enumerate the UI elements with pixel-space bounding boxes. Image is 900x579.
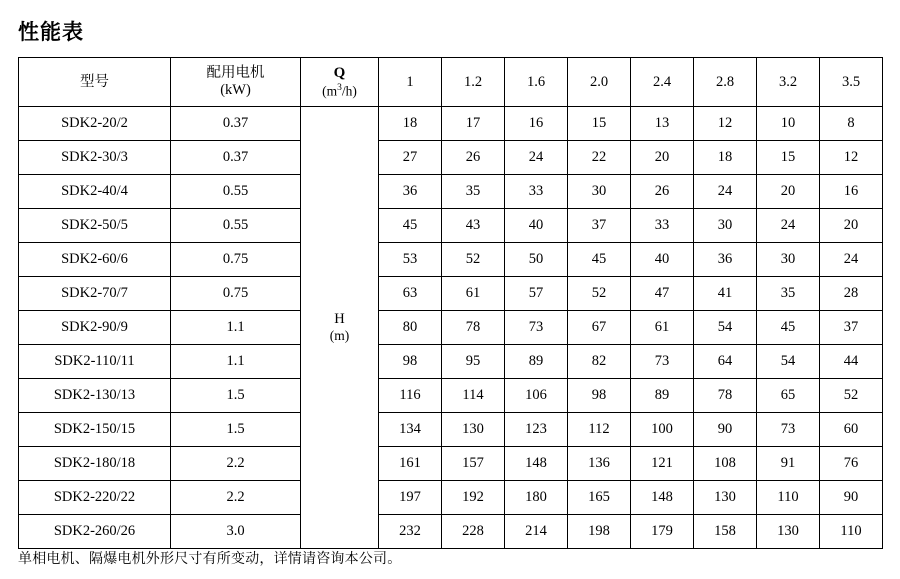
table-row — [19, 379, 883, 413]
cell-model: SDK2-20/2 — [19, 107, 171, 141]
cell-value: 20 — [757, 175, 820, 209]
cell-value: 90 — [820, 481, 883, 515]
cell-value: 24 — [820, 243, 883, 277]
cell-model: SDK2-260/26 — [19, 515, 171, 549]
cell-value: 100 — [631, 413, 694, 447]
header-flow-6: 2.8 — [694, 58, 757, 107]
cell-motor: 2.2 — [171, 481, 301, 515]
cell-value: 63 — [379, 277, 442, 311]
cell-motor: 0.55 — [171, 175, 301, 209]
cell-value: 37 — [820, 311, 883, 345]
cell-model: SDK2-130/13 — [19, 379, 171, 413]
cell-value: 26 — [631, 175, 694, 209]
cell-model: SDK2-110/11 — [19, 345, 171, 379]
table-header — [19, 58, 883, 107]
cell-value: 80 — [379, 311, 442, 345]
cell-value: 20 — [820, 209, 883, 243]
cell-value: 89 — [631, 379, 694, 413]
header-flow-4: 2.0 — [568, 58, 631, 107]
head-units: (m) — [329, 328, 350, 344]
header-flow-7: 3.2 — [757, 58, 820, 107]
cell-value: 27 — [379, 141, 442, 175]
cell-value: 37 — [568, 209, 631, 243]
cell-value: 148 — [631, 481, 694, 515]
cell-value: 158 — [694, 515, 757, 549]
cell-value: 57 — [505, 277, 568, 311]
cell-value: 165 — [568, 481, 631, 515]
cell-value: 17 — [442, 107, 505, 141]
cell-value: 179 — [631, 515, 694, 549]
cell-value: 61 — [442, 277, 505, 311]
cell-value: 16 — [505, 107, 568, 141]
cell-value: 41 — [694, 277, 757, 311]
cell-value: 43 — [442, 209, 505, 243]
cell-value: 24 — [694, 175, 757, 209]
cell-value: 95 — [442, 345, 505, 379]
cell-value: 134 — [379, 413, 442, 447]
cell-value: 16 — [820, 175, 883, 209]
cell-value: 64 — [694, 345, 757, 379]
flow-unit-exponent: 3 — [337, 82, 342, 93]
table-row — [19, 209, 883, 243]
header-head-unit — [301, 107, 379, 549]
cell-value: 53 — [379, 243, 442, 277]
cell-motor: 1.1 — [171, 311, 301, 345]
header-flow-units — [301, 83, 378, 99]
cell-value: 98 — [568, 379, 631, 413]
cell-value: 108 — [694, 447, 757, 481]
cell-value: 232 — [379, 515, 442, 549]
cell-model: SDK2-150/15 — [19, 413, 171, 447]
cell-motor: 1.5 — [171, 413, 301, 447]
cell-value: 148 — [505, 447, 568, 481]
footnote-text: 单相电机、隔爆电机外形尺寸有所变动，详情请咨询本公司。 — [18, 550, 402, 566]
table-header-row — [19, 58, 883, 107]
cell-motor: 2.2 — [171, 447, 301, 481]
header-flow-3: 1.6 — [505, 58, 568, 107]
cell-value: 28 — [820, 277, 883, 311]
header-flow-8: 3.5 — [820, 58, 883, 107]
cell-value: 13 — [631, 107, 694, 141]
table-row — [19, 515, 883, 549]
header-motor-line1: 配用电机 — [206, 65, 265, 82]
cell-value: 112 — [568, 413, 631, 447]
cell-value: 228 — [442, 515, 505, 549]
cell-value: 192 — [442, 481, 505, 515]
cell-value: 197 — [379, 481, 442, 515]
cell-value: 24 — [757, 209, 820, 243]
cell-value: 73 — [757, 413, 820, 447]
cell-value: 54 — [694, 311, 757, 345]
table-row — [19, 447, 883, 481]
cell-value: 130 — [757, 515, 820, 549]
cell-value: 110 — [757, 481, 820, 515]
cell-motor: 0.75 — [171, 277, 301, 311]
cell-value: 78 — [694, 379, 757, 413]
cell-value: 157 — [442, 447, 505, 481]
cell-value: 89 — [505, 345, 568, 379]
table-row — [19, 481, 883, 515]
cell-motor: 0.55 — [171, 209, 301, 243]
cell-motor: 3.0 — [171, 515, 301, 549]
header-motor — [171, 58, 301, 107]
header-flow-symbol: Q — [333, 65, 346, 82]
cell-value: 18 — [379, 107, 442, 141]
page-title: 性能表 — [18, 21, 84, 44]
cell-motor: 1.1 — [171, 345, 301, 379]
header-model: 型号 — [19, 58, 171, 107]
cell-value: 52 — [442, 243, 505, 277]
cell-value: 82 — [568, 345, 631, 379]
cell-value: 50 — [505, 243, 568, 277]
cell-value: 35 — [757, 277, 820, 311]
cell-value: 33 — [631, 209, 694, 243]
cell-model: SDK2-50/5 — [19, 209, 171, 243]
header-flow-unit — [301, 58, 379, 107]
cell-value: 20 — [631, 141, 694, 175]
cell-value: 22 — [568, 141, 631, 175]
table-row — [19, 243, 883, 277]
cell-value: 10 — [757, 107, 820, 141]
cell-value: 60 — [820, 413, 883, 447]
cell-value: 106 — [505, 379, 568, 413]
cell-value: 45 — [757, 311, 820, 345]
cell-value: 33 — [505, 175, 568, 209]
cell-value: 123 — [505, 413, 568, 447]
header-flow-1: 1 — [379, 58, 442, 107]
cell-value: 8 — [820, 107, 883, 141]
cell-value: 136 — [568, 447, 631, 481]
cell-value: 30 — [757, 243, 820, 277]
cell-value: 91 — [757, 447, 820, 481]
cell-value: 98 — [379, 345, 442, 379]
table-body — [19, 107, 883, 549]
cell-value: 180 — [505, 481, 568, 515]
cell-value: 76 — [820, 447, 883, 481]
cell-model: SDK2-30/3 — [19, 141, 171, 175]
cell-value: 40 — [505, 209, 568, 243]
cell-model: SDK2-180/18 — [19, 447, 171, 481]
cell-motor: 0.37 — [171, 107, 301, 141]
cell-model: SDK2-220/22 — [19, 481, 171, 515]
header-motor-line2: (kW) — [220, 82, 251, 98]
table-row — [19, 107, 883, 141]
cell-value: 67 — [568, 311, 631, 345]
cell-value: 15 — [757, 141, 820, 175]
table-row — [19, 175, 883, 209]
table-row — [19, 141, 883, 175]
cell-value: 45 — [379, 209, 442, 243]
cell-value: 73 — [505, 311, 568, 345]
table-row — [19, 311, 883, 345]
cell-value: 40 — [631, 243, 694, 277]
cell-value: 65 — [757, 379, 820, 413]
flow-unit-suffix: /h) — [341, 83, 357, 99]
header-flow-5: 2.4 — [631, 58, 694, 107]
table-row — [19, 345, 883, 379]
cell-value: 35 — [442, 175, 505, 209]
cell-value: 214 — [505, 515, 568, 549]
cell-value: 47 — [631, 277, 694, 311]
cell-value: 18 — [694, 141, 757, 175]
cell-motor: 0.75 — [171, 243, 301, 277]
cell-value: 54 — [757, 345, 820, 379]
cell-value: 45 — [568, 243, 631, 277]
cell-value: 110 — [820, 515, 883, 549]
flow-unit-prefix: (m — [322, 83, 338, 99]
cell-value: 36 — [379, 175, 442, 209]
table-row — [19, 277, 883, 311]
cell-value: 44 — [820, 345, 883, 379]
cell-value: 61 — [631, 311, 694, 345]
cell-value: 12 — [694, 107, 757, 141]
cell-model: SDK2-60/6 — [19, 243, 171, 277]
cell-value: 15 — [568, 107, 631, 141]
header-flow-2: 1.2 — [442, 58, 505, 107]
cell-value: 26 — [442, 141, 505, 175]
cell-value: 12 — [820, 141, 883, 175]
cell-model: SDK2-40/4 — [19, 175, 171, 209]
cell-motor: 1.5 — [171, 379, 301, 413]
cell-value: 130 — [442, 413, 505, 447]
head-symbol: H — [334, 311, 345, 328]
cell-value: 198 — [568, 515, 631, 549]
cell-value: 161 — [379, 447, 442, 481]
performance-table — [18, 57, 883, 549]
cell-value: 24 — [505, 141, 568, 175]
cell-value: 78 — [442, 311, 505, 345]
cell-model: SDK2-70/7 — [19, 277, 171, 311]
cell-value: 52 — [820, 379, 883, 413]
table-row — [19, 413, 883, 447]
cell-value: 52 — [568, 277, 631, 311]
cell-model: SDK2-90/9 — [19, 311, 171, 345]
cell-value: 130 — [694, 481, 757, 515]
cell-value: 30 — [568, 175, 631, 209]
cell-value: 116 — [379, 379, 442, 413]
cell-value: 121 — [631, 447, 694, 481]
cell-value: 90 — [694, 413, 757, 447]
cell-value: 114 — [442, 379, 505, 413]
cell-value: 73 — [631, 345, 694, 379]
cell-motor: 0.37 — [171, 141, 301, 175]
cell-value: 30 — [694, 209, 757, 243]
cell-value: 36 — [694, 243, 757, 277]
